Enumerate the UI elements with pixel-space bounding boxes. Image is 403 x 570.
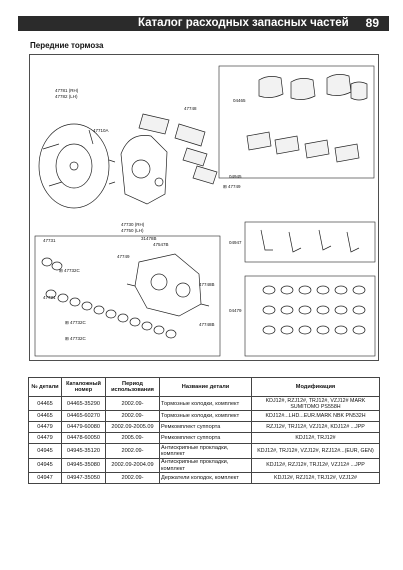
cell-part-no: 04479 [29,422,62,433]
col-header-part-name: Название детали [160,378,252,397]
cell-part-name: Антискрипные прокладки, комплект [160,444,252,458]
cell-period: 2002.09-2005.09 [106,422,160,433]
cell-catalog-no: 04945-35080 [62,458,106,472]
label-pin-boot: 47748B [199,282,215,287]
cell-part-no: 04945 [29,458,62,472]
label-repair-kit: 04479 [229,308,242,313]
cell-part-name: Держатели колодок, комплект [160,473,252,484]
label-bracket2: 47547B [153,242,169,247]
cell-part-no: 04945 [29,444,62,458]
cell-catalog-no: 04479-60080 [62,422,106,433]
cell-modification: RZJ12#, TRJ12#, VZJ12#, KDJ12# ...JPP [252,422,380,433]
pad-set [247,74,367,162]
label-seal-left2: ⊞ 47732C [65,320,86,325]
cell-period: 2002.09- [106,411,160,422]
table-row [29,433,380,444]
col-header-modification: Модификация [252,378,380,397]
cell-catalog-no: 04465-60270 [62,411,106,422]
cell-part-name: Антискрипные прокладки, комплект [160,458,252,472]
clip-box [245,222,375,262]
cell-part-no: 04947 [29,473,62,484]
catalog-title: Каталог расходных запасных частей [138,17,349,29]
label-shield-clip: 47710A [93,128,109,133]
parts-table [28,377,380,484]
table-row [29,473,380,484]
cell-modification: KDJ12#, RZJ12#, TRJ12#, VZJ12# [252,473,380,484]
page-header [18,16,389,31]
col-header-catalog-no: Каталожный номер [62,378,106,397]
label-shield-rh: 47781 (RH) [55,88,79,93]
label-shield-lh: 47782 (LH) [55,94,78,99]
label-piston: 47731 [43,295,56,300]
table-header-row [29,378,380,397]
cell-period: 2002.09-2004.09 [106,458,160,472]
cell-catalog-no: 04478-60050 [62,433,106,444]
cell-modification: KDJ12#...LHD...EUR.MARK NBK PN532H [252,411,380,422]
table-row [29,411,380,422]
table-row [29,458,380,472]
cell-part-no: 04465 [29,397,62,411]
label-clip-top: 47748 [184,106,197,111]
caliper-assembly [109,135,167,204]
label-bracket: 31478B [141,236,157,241]
cell-part-no: 04465 [29,411,62,422]
cell-part-name: Тормозные колодки, комплект [160,397,252,411]
cell-catalog-no: 04947-35050 [62,473,106,484]
cell-modification: KDJ12#, RZJ12#, TRJ12#, VZJ12# ...JPP [252,458,380,472]
cell-modification: KDJ12#, TRJ12# [252,433,380,444]
dust-shield [39,124,109,208]
cell-period: 2002.09- [106,473,160,484]
label-hold-clip: 47749 [117,254,130,259]
label-caliper-lh: 47750 (LH) [121,228,144,233]
label-caliper-rh: 47730 (RH) [121,222,145,227]
label-seal-left3: ⊞ 47732C [65,336,86,341]
table-row [29,397,380,411]
cell-period: 2002.09- [106,397,160,411]
page-number: 89 [365,16,379,30]
label-shim-group: 04945 [229,174,242,179]
seal-kit-right [263,286,365,334]
section-title: Передние тормоза [30,41,104,50]
pad-clips [261,230,359,252]
cell-part-name: Ремкомплект суппорта [160,422,252,433]
label-clip-legend: ⊞ 47749 [223,184,241,189]
cell-catalog-no: 04465-35290 [62,397,106,411]
label-caliper-mount: 47731 [43,238,56,243]
cell-catalog-no: 04945-35120 [62,444,106,458]
cell-part-name: Тормозные колодки, комплект [160,411,252,422]
col-header-part-no: № детали [29,378,62,397]
cell-period: 2005.09- [106,433,160,444]
table-row [29,444,380,458]
cell-part-name: Ремкомплект суппорта [160,433,252,444]
cell-modification: KDJ12#, TRJ12#, VZJ12#, RZJ12#...(EUR, GEN) [252,444,380,458]
label-clip-set: 04947 [229,240,242,245]
brake-pads [139,114,217,184]
cell-part-no: 04479 [29,433,62,444]
label-seal-kit-left: ⊞ 47732C [59,268,80,273]
col-header-period: Период использования [106,378,160,397]
lower-caliper [127,254,209,316]
label-pin-boot2: 47748B [199,322,215,327]
brake-parts-diagram [29,54,379,361]
cell-modification: KDJ12#, RZJ12#, TRJ12#, VZJ12# MARK SUMITOMO PS558H [252,397,380,411]
cell-period: 2002.09- [106,444,160,458]
label-pad-set-top: 04465 [233,98,246,103]
table-row [29,422,380,433]
